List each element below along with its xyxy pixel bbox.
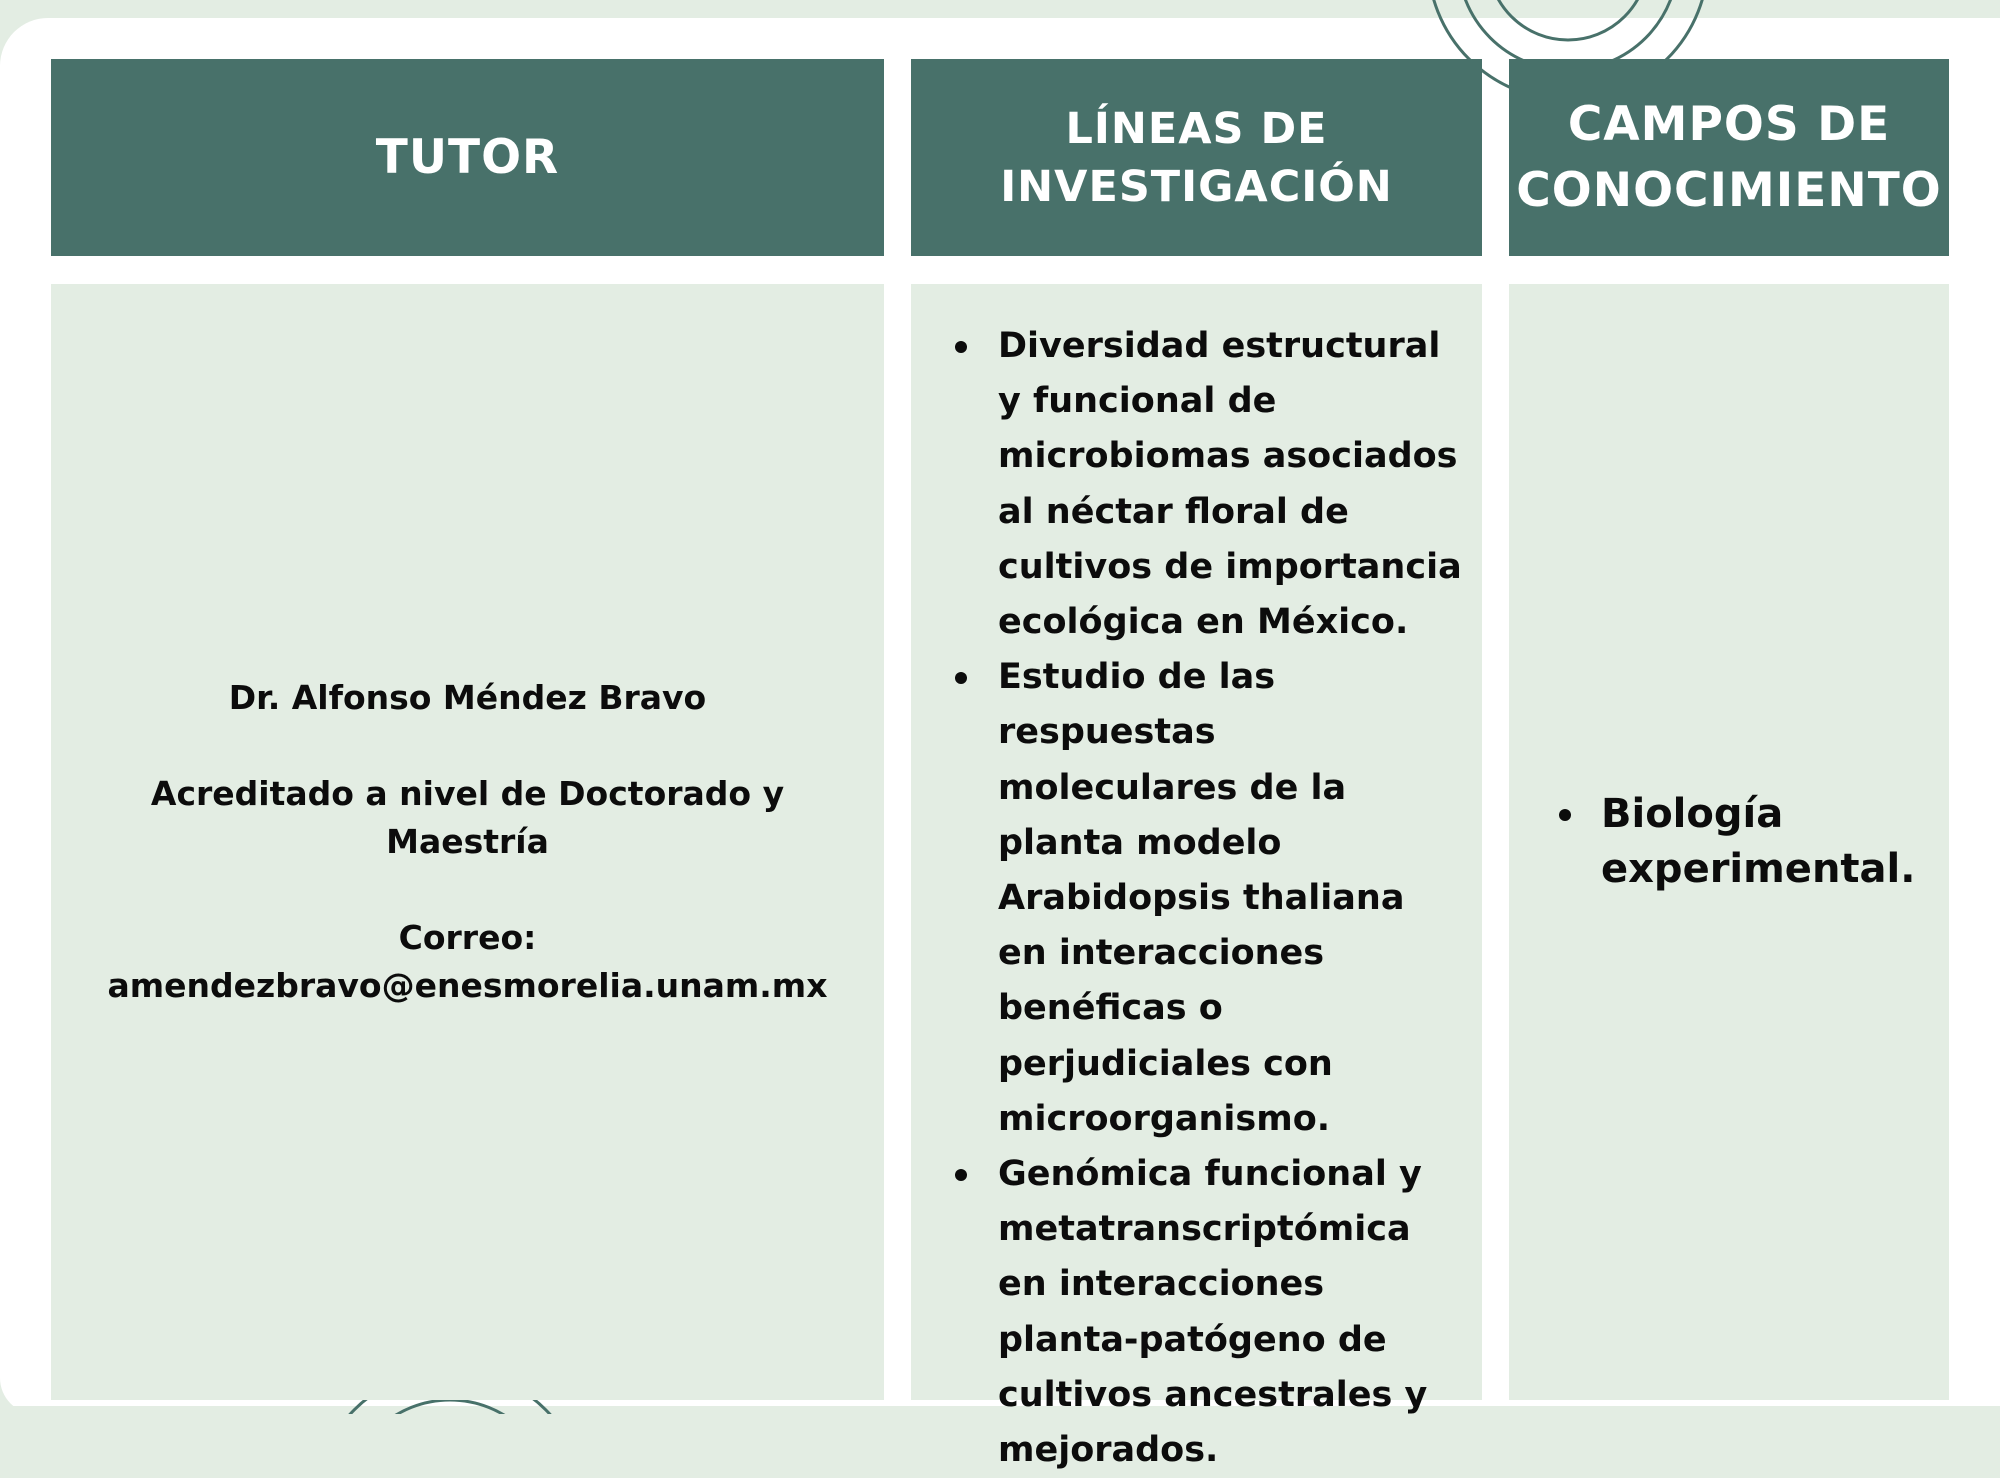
tutor-email-label: Correo: (398, 918, 537, 957)
bullet-icon (955, 1169, 967, 1181)
list-item (955, 319, 1462, 650)
header-campos (1509, 59, 1949, 256)
knowledge-fields-list (1559, 787, 1929, 897)
header-tutor-label: TUTOR (375, 130, 560, 185)
bullet-icon (1559, 809, 1571, 821)
header-lineas (911, 59, 1482, 256)
knowledge-field-text: Biología experimental. (1601, 791, 1916, 892)
header-tutor (51, 59, 884, 256)
knowledge-fields-cell (1509, 284, 1949, 1400)
tutor-accreditation-line2: Maestría (386, 822, 549, 861)
bullet-icon (955, 672, 967, 684)
research-line-text: Diversidad estructural y funcional de microbiomas asociados al néctar floral de cultivos de importancia ecológica en México. (998, 326, 1462, 643)
list-item (955, 650, 1462, 1147)
research-lines-list (955, 319, 1462, 1478)
header-campos-line1: CAMPOS DE (1567, 96, 1891, 152)
bullet-icon (955, 341, 967, 353)
tutor-name: Dr. Alfonso Méndez Bravo (228, 678, 707, 717)
header-lineas-line2: INVESTIGACIÓN (1000, 161, 1393, 212)
tutor-email[interactable]: amendezbravo@enesmorelia.unam.mx (107, 966, 828, 1005)
tutor-accreditation-line1: Acreditado a nivel de Doctorado y (150, 774, 785, 813)
research-line-text: Estudio de las respuestas moleculares de la planta modelo Arabidopsis thaliana en interacciones benéficas o perjudiciales con microorganismo. (998, 657, 1405, 1139)
tutor-cell (51, 284, 884, 1400)
list-item (955, 1147, 1462, 1478)
list-item (1559, 787, 1929, 897)
header-campos-line2: CONOCIMIENTO (1516, 162, 1942, 218)
header-lineas-line1: LÍNEAS DE (1065, 103, 1328, 154)
research-lines-cell (911, 284, 1482, 1471)
research-line-text: Genómica funcional y metatranscriptómica en interacciones planta-patógeno de cultivos ancestrales y mejorados. (998, 1154, 1428, 1471)
